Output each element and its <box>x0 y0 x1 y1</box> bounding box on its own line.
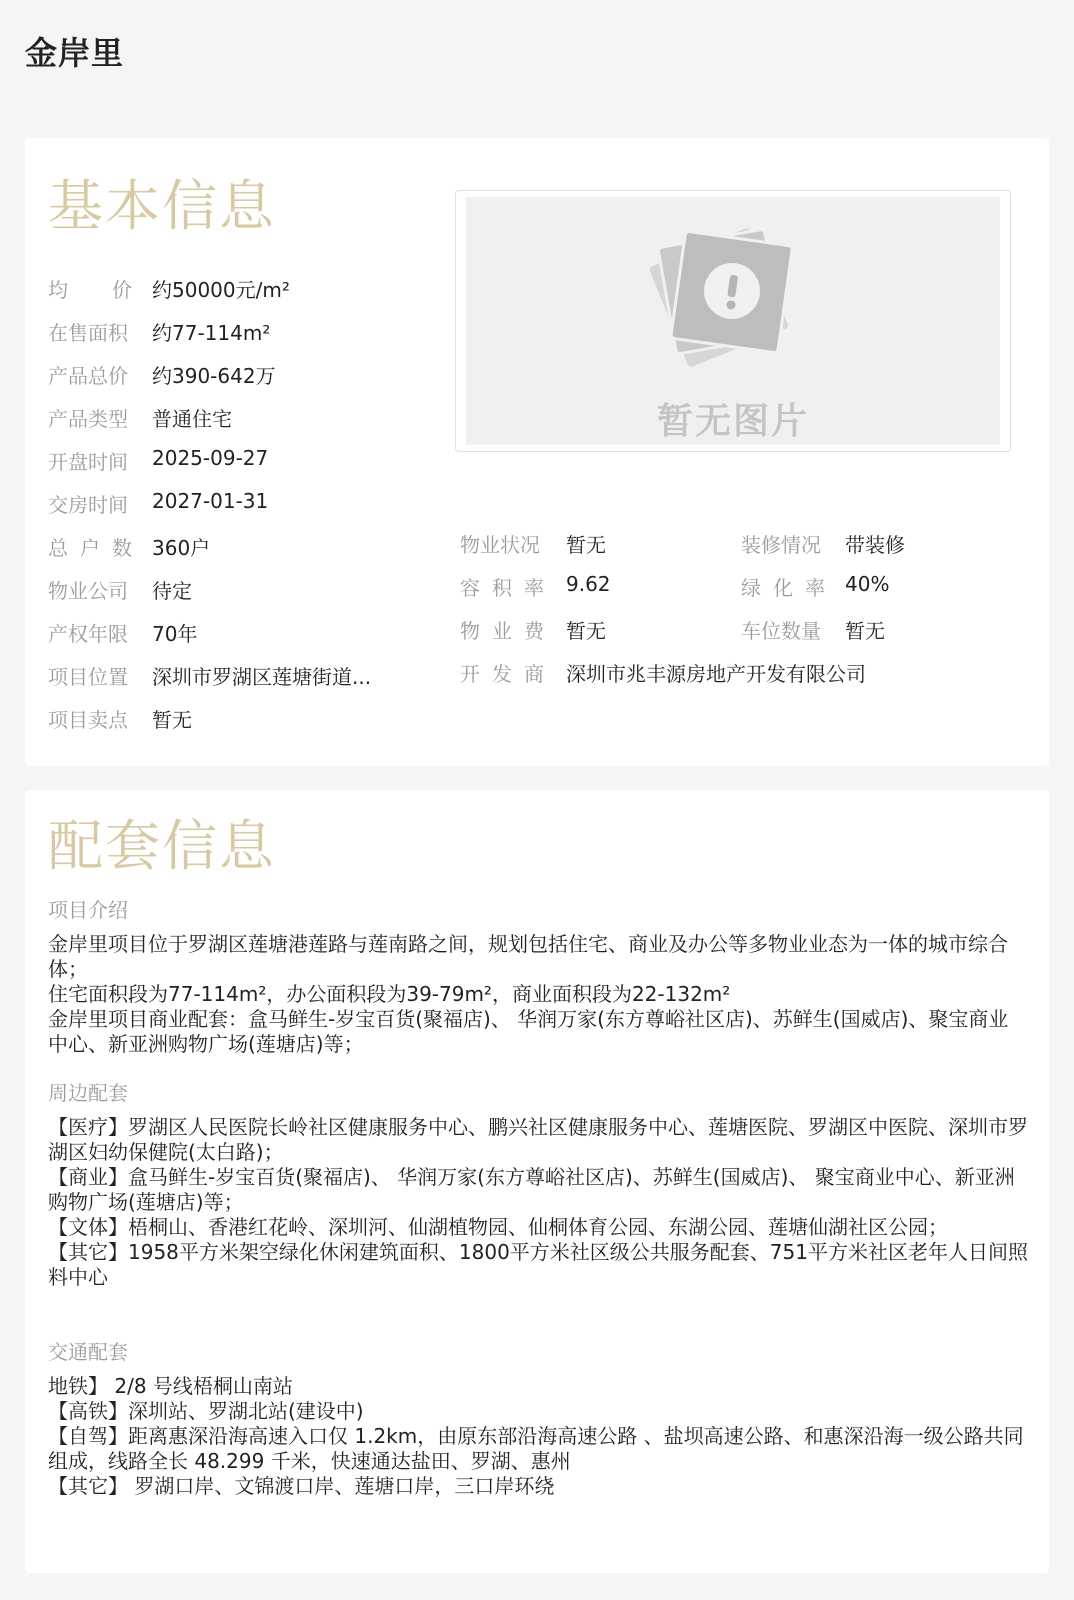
field-value: 暂无 <box>845 619 885 643</box>
field-label: 开盘时间 <box>48 450 128 474</box>
field-label: 绿 化 率 <box>741 576 825 600</box>
field-value: 2027-01-31 <box>152 489 269 513</box>
photo-placeholder <box>466 197 1000 445</box>
facilities-title: 配套信息 <box>48 814 277 878</box>
field-label: 开 发 商 <box>460 662 544 686</box>
intro-line: 金岸里项目位于罗湖区莲塘港莲路与莲南路之间，规划包括住宅、商业及办公等多物业业态为一体的城市综合体； <box>48 932 1008 981</box>
transport-text <box>48 1374 1028 1499</box>
intro-line: 住宅面积段为77-114m²，办公面积段为39-79m²，商业面积段为22-132m² <box>48 982 731 1006</box>
field-label: 项目位置 <box>48 665 128 689</box>
field-label: 物业公司 <box>48 579 128 603</box>
intro-line: 金岸里项目商业配套：盒马鲜生-岁宝百货(聚福店)、 华润万家(东方尊峪社区店)、苏鲜生(国威店)、聚宝商业中心、新亚洲购物广场(莲塘店)等； <box>48 1007 1009 1056</box>
field-label: 装修情况 <box>741 533 821 557</box>
photo-placeholder-text: 暂无图片 <box>656 401 809 442</box>
surroundings-text <box>48 1115 1028 1290</box>
surroundings-line: 【商业】盒马鲜生-岁宝百货(聚福店)、 华润万家(东方尊峪社区店)、苏鲜生(国威店)、 聚宝商业中心、新亚洲购物广场(莲塘店)等； <box>48 1165 1015 1214</box>
field-value: 70年 <box>152 622 198 646</box>
page-title: 金岸里 <box>25 34 125 72</box>
field-value: 40% <box>845 572 890 596</box>
field-label: 容 积 率 <box>460 576 544 600</box>
field-value: 暂无 <box>566 619 606 643</box>
field-value: 暂无 <box>566 533 606 557</box>
field-label: 交房时间 <box>48 493 128 517</box>
field-value: 9.62 <box>566 572 611 596</box>
facilities-card <box>25 790 1049 1573</box>
field-value: 待定 <box>152 579 192 603</box>
field-label: 物业状况 <box>460 533 540 557</box>
surroundings-line: 【文体】梧桐山、香港红花岭、深圳河、仙湖植物园、仙桐体育公园、东湖公园、莲塘仙湖社区公园； <box>48 1215 948 1239</box>
surroundings-heading: 周边配套 <box>48 1081 128 1105</box>
transport-line: 地铁】 2/8 号线梧桐山南站 <box>48 1374 293 1398</box>
field-value: 深圳市兆丰源房地产开发有限公司 <box>566 662 866 686</box>
field-value: 带装修 <box>845 533 905 557</box>
field-value: 普通住宅 <box>152 407 232 431</box>
project-photo[interactable] <box>455 190 1011 452</box>
field-value: 2025-09-27 <box>152 446 269 470</box>
field-value: 约390-642万 <box>152 364 276 388</box>
field-label: 项目卖点 <box>48 708 128 732</box>
field-label: 产权年限 <box>48 622 128 646</box>
field-label: 总 户 数 <box>48 536 132 560</box>
field-label: 车位数量 <box>741 619 821 643</box>
transport-line: 【其它】 罗湖口岸、文锦渡口岸、莲塘口岸，三口岸环绕 <box>48 1474 555 1498</box>
field-label: 物 业 费 <box>460 619 544 643</box>
transport-line: 【自驾】距离惠深沿海高速入口仅 1.2km，由原东部沿海高速公路 、盐坝高速公路、和惠深沿海一级公路共同组成，线路全长 48.299 千米，快速通达盐田、罗湖、惠州 <box>48 1424 1024 1473</box>
field-value: 360户 <box>152 536 211 560</box>
transport-line: 【高铁】深圳站、罗湖北站(建设中) <box>48 1399 364 1423</box>
transport-heading: 交通配套 <box>48 1340 128 1364</box>
surroundings-line: 【其它】1958平方米架空绿化休闲建筑面积、1800平方米社区级公共服务配套、751平方米社区老年人日间照料中心 <box>48 1240 1028 1289</box>
field-label: 在售面积 <box>48 321 128 345</box>
field-value: 约50000元/m² <box>152 278 290 302</box>
intro-text <box>48 932 1028 1057</box>
field-label: 均 价 <box>48 278 132 302</box>
field-value: 暂无 <box>152 708 192 732</box>
basic-info-card <box>25 138 1049 766</box>
field-value: 深圳市罗湖区莲塘街道... <box>152 665 372 689</box>
field-value: 约77-114m² <box>152 321 271 345</box>
intro-heading: 项目介绍 <box>48 898 128 922</box>
field-label: 产品类型 <box>48 407 128 431</box>
basic-info-title: 基本信息 <box>48 174 277 238</box>
field-label: 产品总价 <box>48 364 128 388</box>
surroundings-line: 【医疗】罗湖区人民医院长岭社区健康服务中心、鹏兴社区健康服务中心、莲塘医院、罗湖区中医院、深圳市罗湖区妇幼保健院(太白路)； <box>48 1115 1028 1164</box>
